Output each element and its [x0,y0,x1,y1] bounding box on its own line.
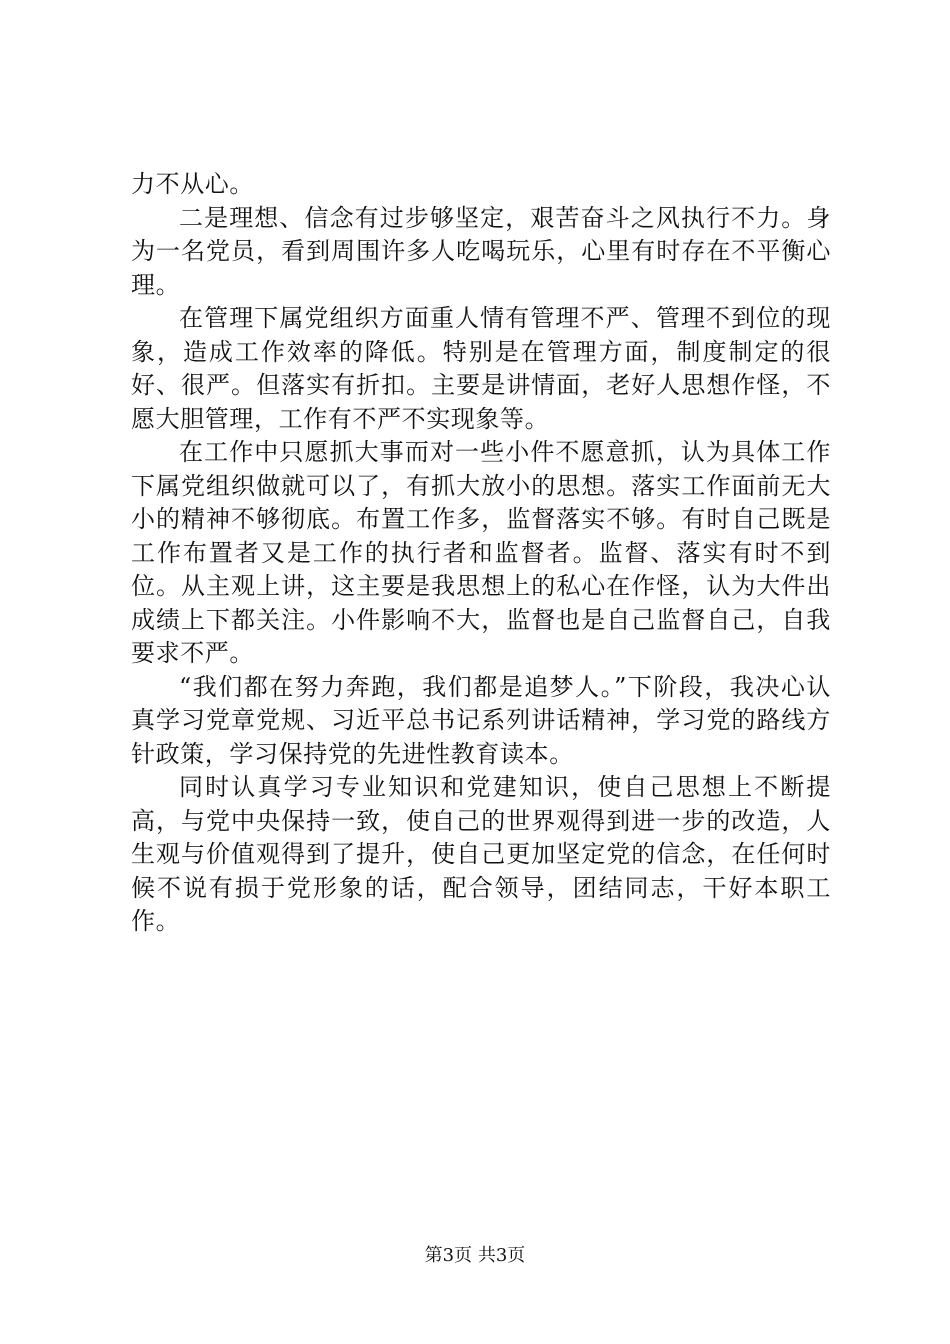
paragraph-1: 力不从心。 [131,170,254,198]
page-footer: 第3页 共3页 [424,1245,526,1266]
paragraph-2: 二是理想、信念有过步够坚定，艰苦奋斗之风执行不力。身为一名党员，看到周围许多人吃喝玩乐，心里有时存在不平衡心理。 [131,203,831,299]
paragraph-4: 在工作中只愿抓大事而对一些小件不愿意抓，认为具体工作下属党组织做就可以了，有抓大放小的思想。落实工作面前无大小的精神不够彻底。布置工作多，监督落实不够。有时自己既是工作布置者又是工作的执行者和监督者。监督、落实有时不到位。从主观上讲，这主要是我思想上的私心在作怪，认为大件出成绩上下都关注。小件影响不大，监督也是自己监督自己，自我要求不严。 [131,438,831,667]
paragraph-3: 在管理下属党组织方面重人情有管理不严、管理不到位的现象，造成工作效率的降低。特别是在管理方面，制度制定的很好、很严。但落实有折扣。主要是讲情面，老好人思想作怪，不愿大胆管理，工作有不严不实现象等。 [131,304,831,433]
paragraph-6: 同时认真学习专业知识和党建知识，使自己思想上不断提高，与党中央保持一致，使自己的世界观得到进一步的改造，人生观与价值观得到了提升，使自己更加坚定党的信念，在任何时候不说有损于党形象的话，配合领导，团结同志，干好本职工作。 [131,773,831,935]
body-text [131,168,831,939]
paragraph-5: “我们都在努力奔跑，我们都是追梦人。”下阶段，我决心认真学习党章党规、习近平总书记系列讲话精神，学习党的路线方针政策，学习保持党的先进性教育读本。 [131,672,831,768]
